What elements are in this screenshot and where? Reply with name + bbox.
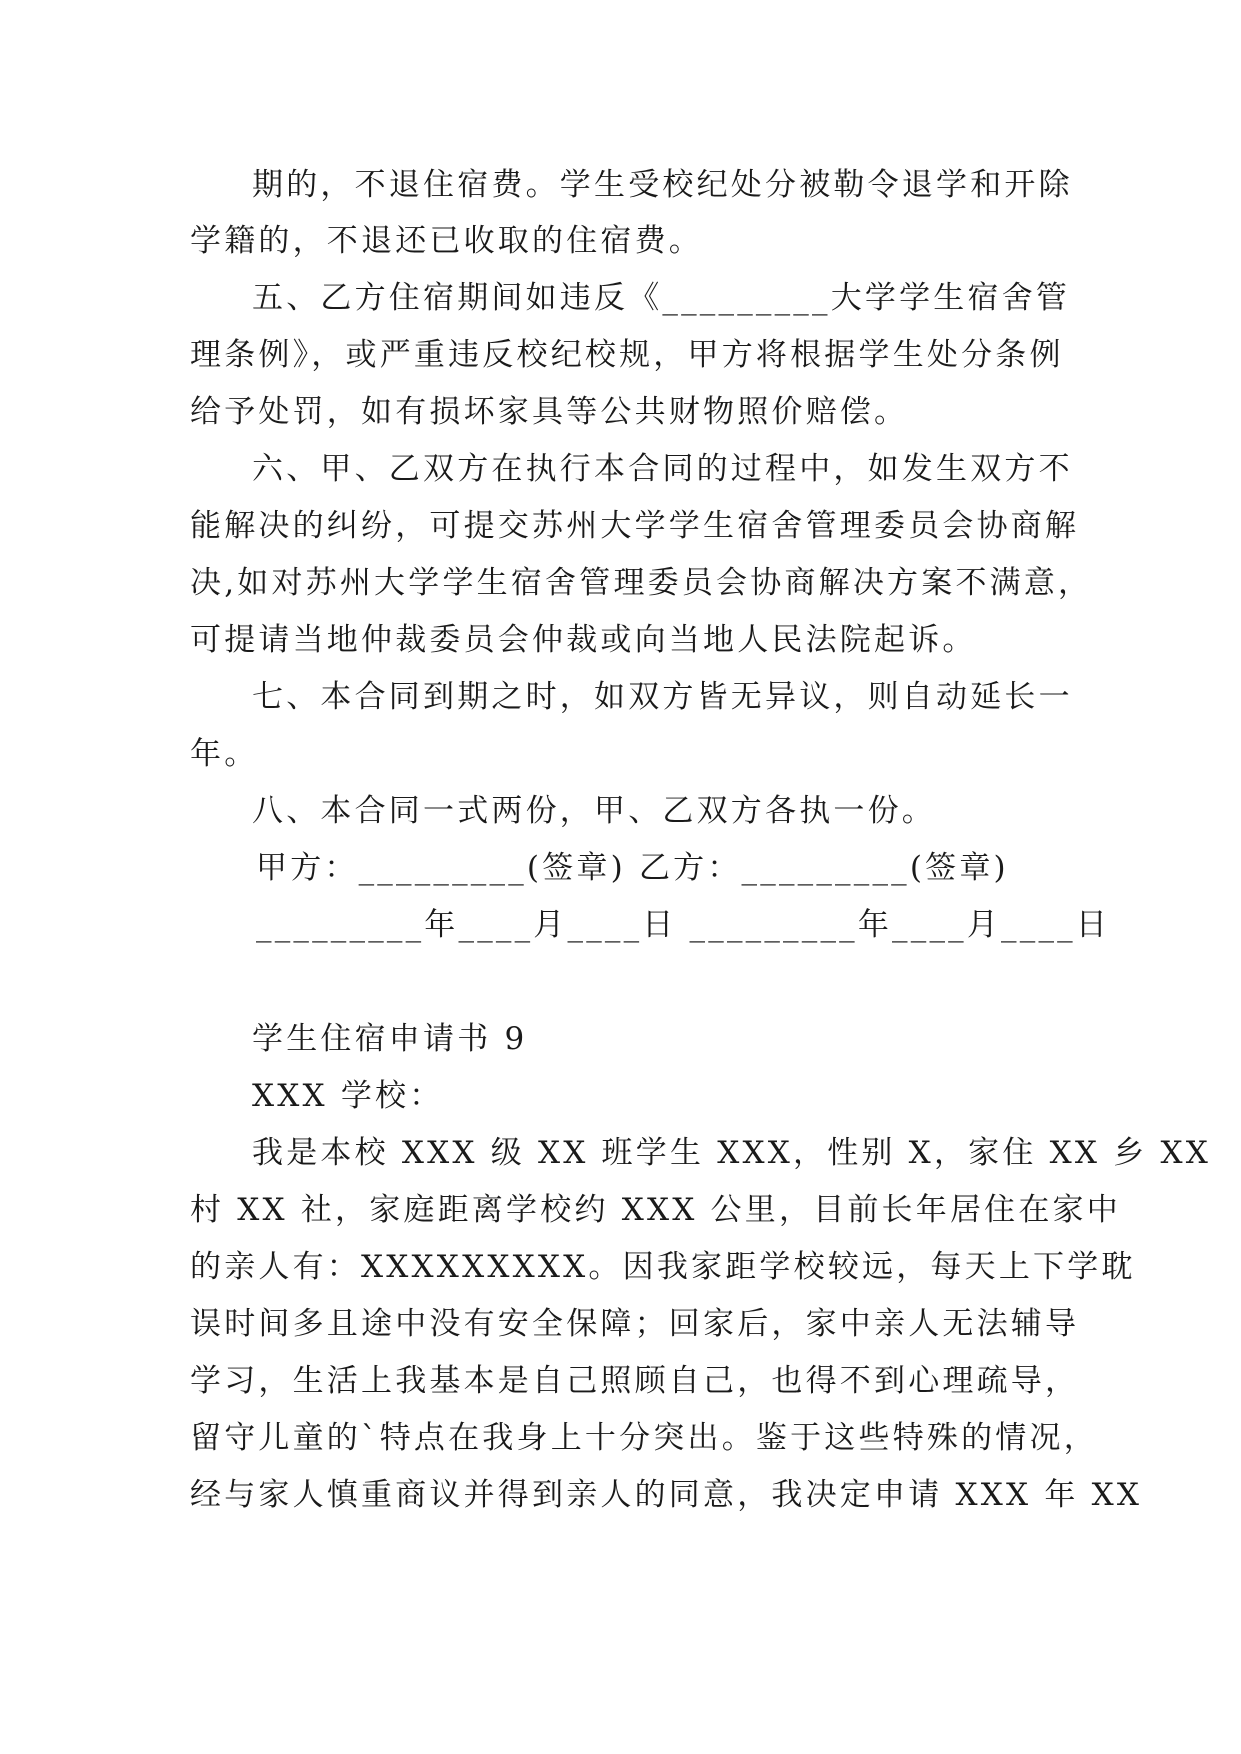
date-line: _________年____月____日 _________年____月____日 xyxy=(256,907,1111,943)
text-line: 理条例》，或严重违反校纪校规，甲方将根据学生处分条例 xyxy=(190,337,1064,373)
text-line: 六、甲、乙双方在执行本合同的过程中，如发生双方不 xyxy=(252,451,1073,487)
text-line: 村 XX 社，家庭距离学校约 XXX 公里，目前长年居住在家中 xyxy=(190,1192,1121,1228)
text-line: 可提请当地仲裁委员会仲裁或向当地人民法院起诉。 xyxy=(190,622,977,658)
text-line: 能解决的纠纷，可提交苏州大学学生宿舍管理委员会协商解 xyxy=(190,508,1080,544)
text-line: 年。 xyxy=(190,736,259,772)
text-line: 误时间多且途中没有安全保障；回家后，家中亲人无法辅导 xyxy=(190,1306,1080,1342)
section-heading: 学生住宿申请书 9 xyxy=(252,1021,528,1057)
text-line: 七、本合同到期之时，如双方皆无异议，则自动延长一 xyxy=(252,679,1073,715)
text-line: 我是本校 XXX 级 XX 班学生 XXX，性别 X，家住 XX 乡 XX xyxy=(252,1135,1211,1171)
signature-line: 甲方：_________(签章) 乙方：_________(签章) xyxy=(256,850,1009,886)
text-line: 决,如对苏州大学学生宿舍管理委员会协商解决方案不满意， xyxy=(190,565,1093,601)
text-line: 经与家人慎重商议并得到亲人的同意，我决定申请 XXX 年 XX xyxy=(190,1477,1143,1513)
text-line: 五、乙方住宿期间如违反《_________大学学生宿舍管 xyxy=(252,280,1071,316)
text-line: 期的，不退住宿费。学生受校纪处分被勒令退学和开除 xyxy=(252,167,1073,203)
text-line: 留守儿童的`特点在我身上十分突出。鉴于这些特殊的情况， xyxy=(190,1420,1098,1456)
text-line: 的亲人有：XXXXXXXXX。因我家距学校较远，每天上下学耽 xyxy=(190,1249,1136,1285)
text-line: 八、本合同一式两份，甲、乙双方各执一份。 xyxy=(252,793,936,829)
salutation: XXX 学校： xyxy=(252,1078,444,1114)
text-line: 给予处罚，如有损坏家具等公共财物照价赔偿。 xyxy=(190,394,909,430)
text-line: 学籍的，不退还已收取的住宿费。 xyxy=(190,223,703,259)
text-line: 学习，生活上我基本是自己照顾自己，也得不到心理疏导， xyxy=(190,1363,1080,1399)
